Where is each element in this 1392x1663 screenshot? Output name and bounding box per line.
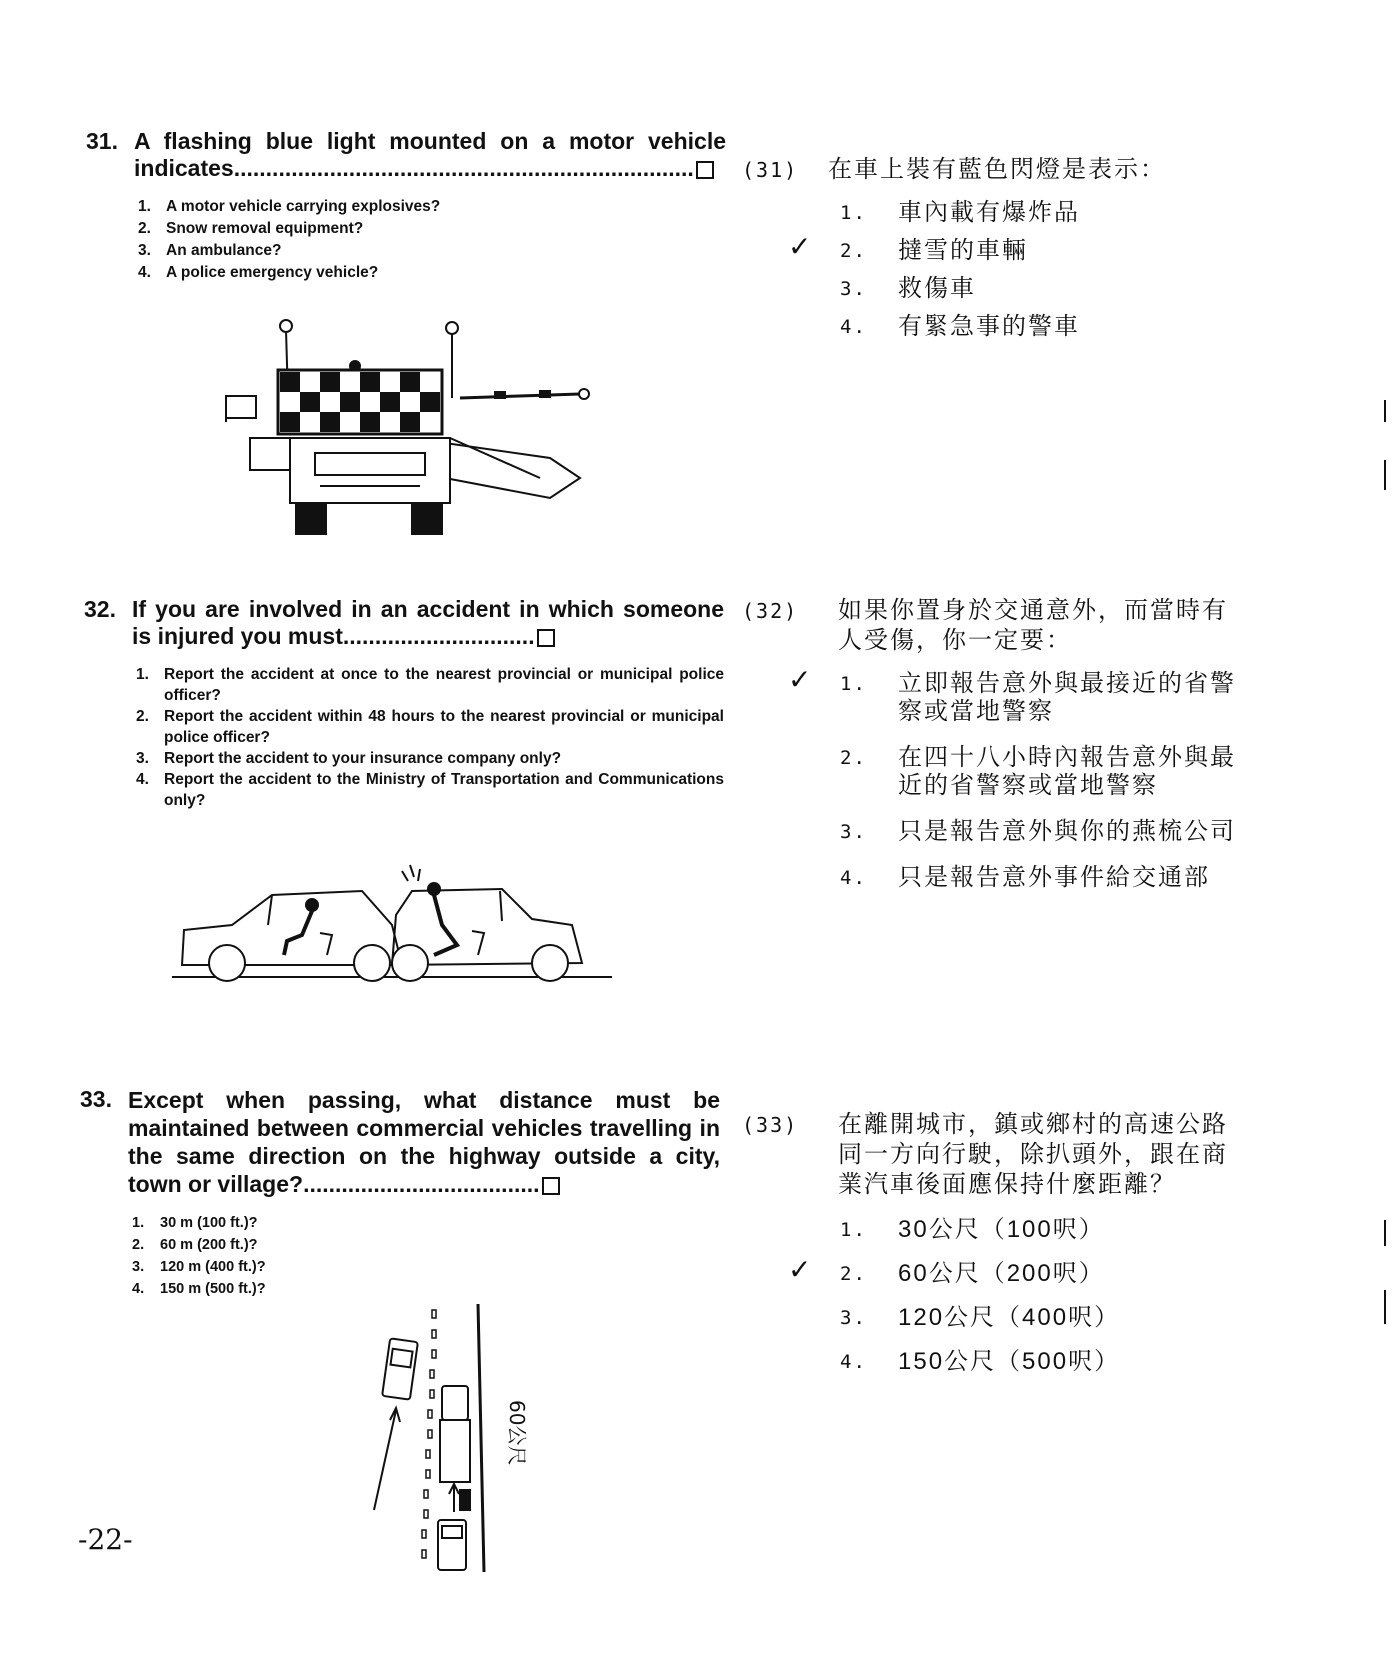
question-33-text: Except when passing, what distance must be maintained between commercial vehicles travelling in the same direction on the highway outside a city, town or village? bbox=[128, 1087, 720, 1197]
answer-checkbox-32[interactable] bbox=[537, 629, 555, 647]
question-33-zh-text: 在離開城市，鎮或鄉村的高速公路同一方向行駛，除扒頭外，跟在商業汽車後面應保持什麼距離？ bbox=[838, 1111, 1228, 1198]
distance-label-60m: 60公尺 bbox=[505, 1400, 529, 1466]
q32-option-3: 3. Report the accident to your insurance company only? bbox=[136, 750, 562, 767]
question-32-zh-number: (32) bbox=[742, 599, 799, 623]
q32-zh-option-2: 2. 在四十八小時內報告意外與最近的省警察或當地警察 bbox=[840, 744, 1236, 799]
scan-edge-mark bbox=[1384, 1220, 1386, 1246]
question-31-chinese bbox=[742, 155, 1262, 341]
question-32-zh-text: 如果你置身於交通意外，而當時有人受傷，你一定要： bbox=[838, 597, 1228, 654]
scan-edge-mark bbox=[1384, 1290, 1386, 1324]
q33-option-4: 4. 150 m (500 ft.)? bbox=[132, 1281, 266, 1297]
question-33-chinese bbox=[742, 1110, 1262, 1376]
q33-option-3: 3. 120 m (400 ft.)? bbox=[132, 1259, 266, 1275]
scan-edge-mark bbox=[1384, 400, 1386, 422]
highway-following-distance-illustration bbox=[360, 1300, 540, 1576]
question-31-zh-text: 在車上裝有藍色閃燈是表示： bbox=[828, 156, 1166, 183]
question-31-english: 31. A flashing blue light mounted on a motor vehicle indicates........................................................................ 1. A motor vehicle carrying explosives? 2. Snow removal equipment? 3. An ambulance? 4. A police emergency vehicle? bbox=[86, 128, 726, 284]
q32-option-2: 2. Report the accident within 48 hours to the nearest provincial or municipal police officer? bbox=[136, 708, 724, 746]
q33-zh-option-4: 4. 150公尺（500呎） bbox=[840, 1348, 1121, 1375]
q31-zh-option-2: ✓ 2. 撻雪的車輛 bbox=[788, 230, 1028, 264]
answer-checkmark-32: ✓ bbox=[788, 663, 814, 696]
question-31-number: 31. bbox=[86, 128, 118, 154]
q32-zh-option-4: 4. 只是報告意外事件給交通部 bbox=[840, 864, 1210, 891]
scan-edge-mark bbox=[1384, 460, 1386, 490]
answer-checkbox-33[interactable] bbox=[542, 1177, 560, 1195]
q31-zh-option-3: 3. 救傷車 bbox=[840, 275, 976, 302]
q31-option-1: 1. A motor vehicle carrying explosives? bbox=[138, 198, 441, 215]
answer-checkbox-31[interactable] bbox=[696, 161, 714, 179]
question-33-number: 33. bbox=[80, 1086, 112, 1112]
question-33-english: 33. Except when passing, what distance must be maintained between commercial vehicles travelling in the same direction on the highway outside a city, town or village?..................................... 1. 30 m (100 ft.)? 2. 60 m (200 ft.)? 3. 120 m (400 ft.)? 4. 150 m (500 ft.)? bbox=[80, 1086, 720, 1300]
answer-checkmark-33: ✓ bbox=[788, 1253, 814, 1286]
q31-option-2: 2. Snow removal equipment? bbox=[138, 220, 364, 237]
q33-option-2: 2. 60 m (200 ft.)? bbox=[132, 1237, 258, 1253]
q32-zh-option-1: ✓ 1. 立即報告意外與最接近的省警察或當地警察 bbox=[788, 663, 1236, 725]
question-33-zh-number: (33) bbox=[742, 1113, 799, 1137]
q32-option-4: 4. Report the accident to the Ministry of Transportation and Communications only? bbox=[136, 771, 724, 809]
q31-option-4: 4. A police emergency vehicle? bbox=[138, 264, 379, 281]
q31-option-3: 3. An ambulance? bbox=[138, 242, 282, 259]
question-31-text: A flashing blue light mounted on a motor vehicle indicates bbox=[134, 128, 726, 181]
question-32-english: 32. If you are involved in an accident in which someone is injured you must.............................. 1. Report the accident at once to the nearest provincial or municipal police officer? 2. Report the accident within 48 hours to the nearest provincial or municipal police officer? 3. Report the accident to your insurance company only? 4. Report the accident to the Ministry of Transportation and Communications only? bbox=[84, 596, 724, 809]
question-32-number: 32. bbox=[84, 596, 116, 622]
q33-zh-option-3: 3. 120公尺（400呎） bbox=[840, 1304, 1121, 1331]
question-31-zh-number: (31) bbox=[742, 158, 799, 182]
car-collision-illustration bbox=[172, 845, 612, 985]
q33-zh-option-1: 1. 30公尺（100呎） bbox=[840, 1216, 1105, 1243]
snow-removal-truck-illustration bbox=[220, 318, 620, 543]
q33-option-1: 1. 30 m (100 ft.)? bbox=[132, 1215, 258, 1231]
page-number: -22- bbox=[78, 1523, 133, 1556]
q32-zh-option-3: 3. 只是報告意外與你的燕梳公司 bbox=[840, 818, 1236, 845]
q31-zh-option-4: 4. 有緊急事的警車 bbox=[840, 313, 1080, 340]
answer-checkmark-31: ✓ bbox=[788, 230, 814, 263]
q31-zh-option-1: 1. 車內載有爆炸品 bbox=[840, 199, 1080, 226]
question-32-text: If you are involved in an accident in which someone is injured you must bbox=[132, 596, 724, 649]
question-32-chinese bbox=[742, 596, 1262, 892]
q32-option-1: 1. Report the accident at once to the nearest provincial or municipal police officer? bbox=[136, 666, 724, 704]
q33-zh-option-2: ✓ 2. 60公尺（200呎） bbox=[788, 1253, 1105, 1287]
